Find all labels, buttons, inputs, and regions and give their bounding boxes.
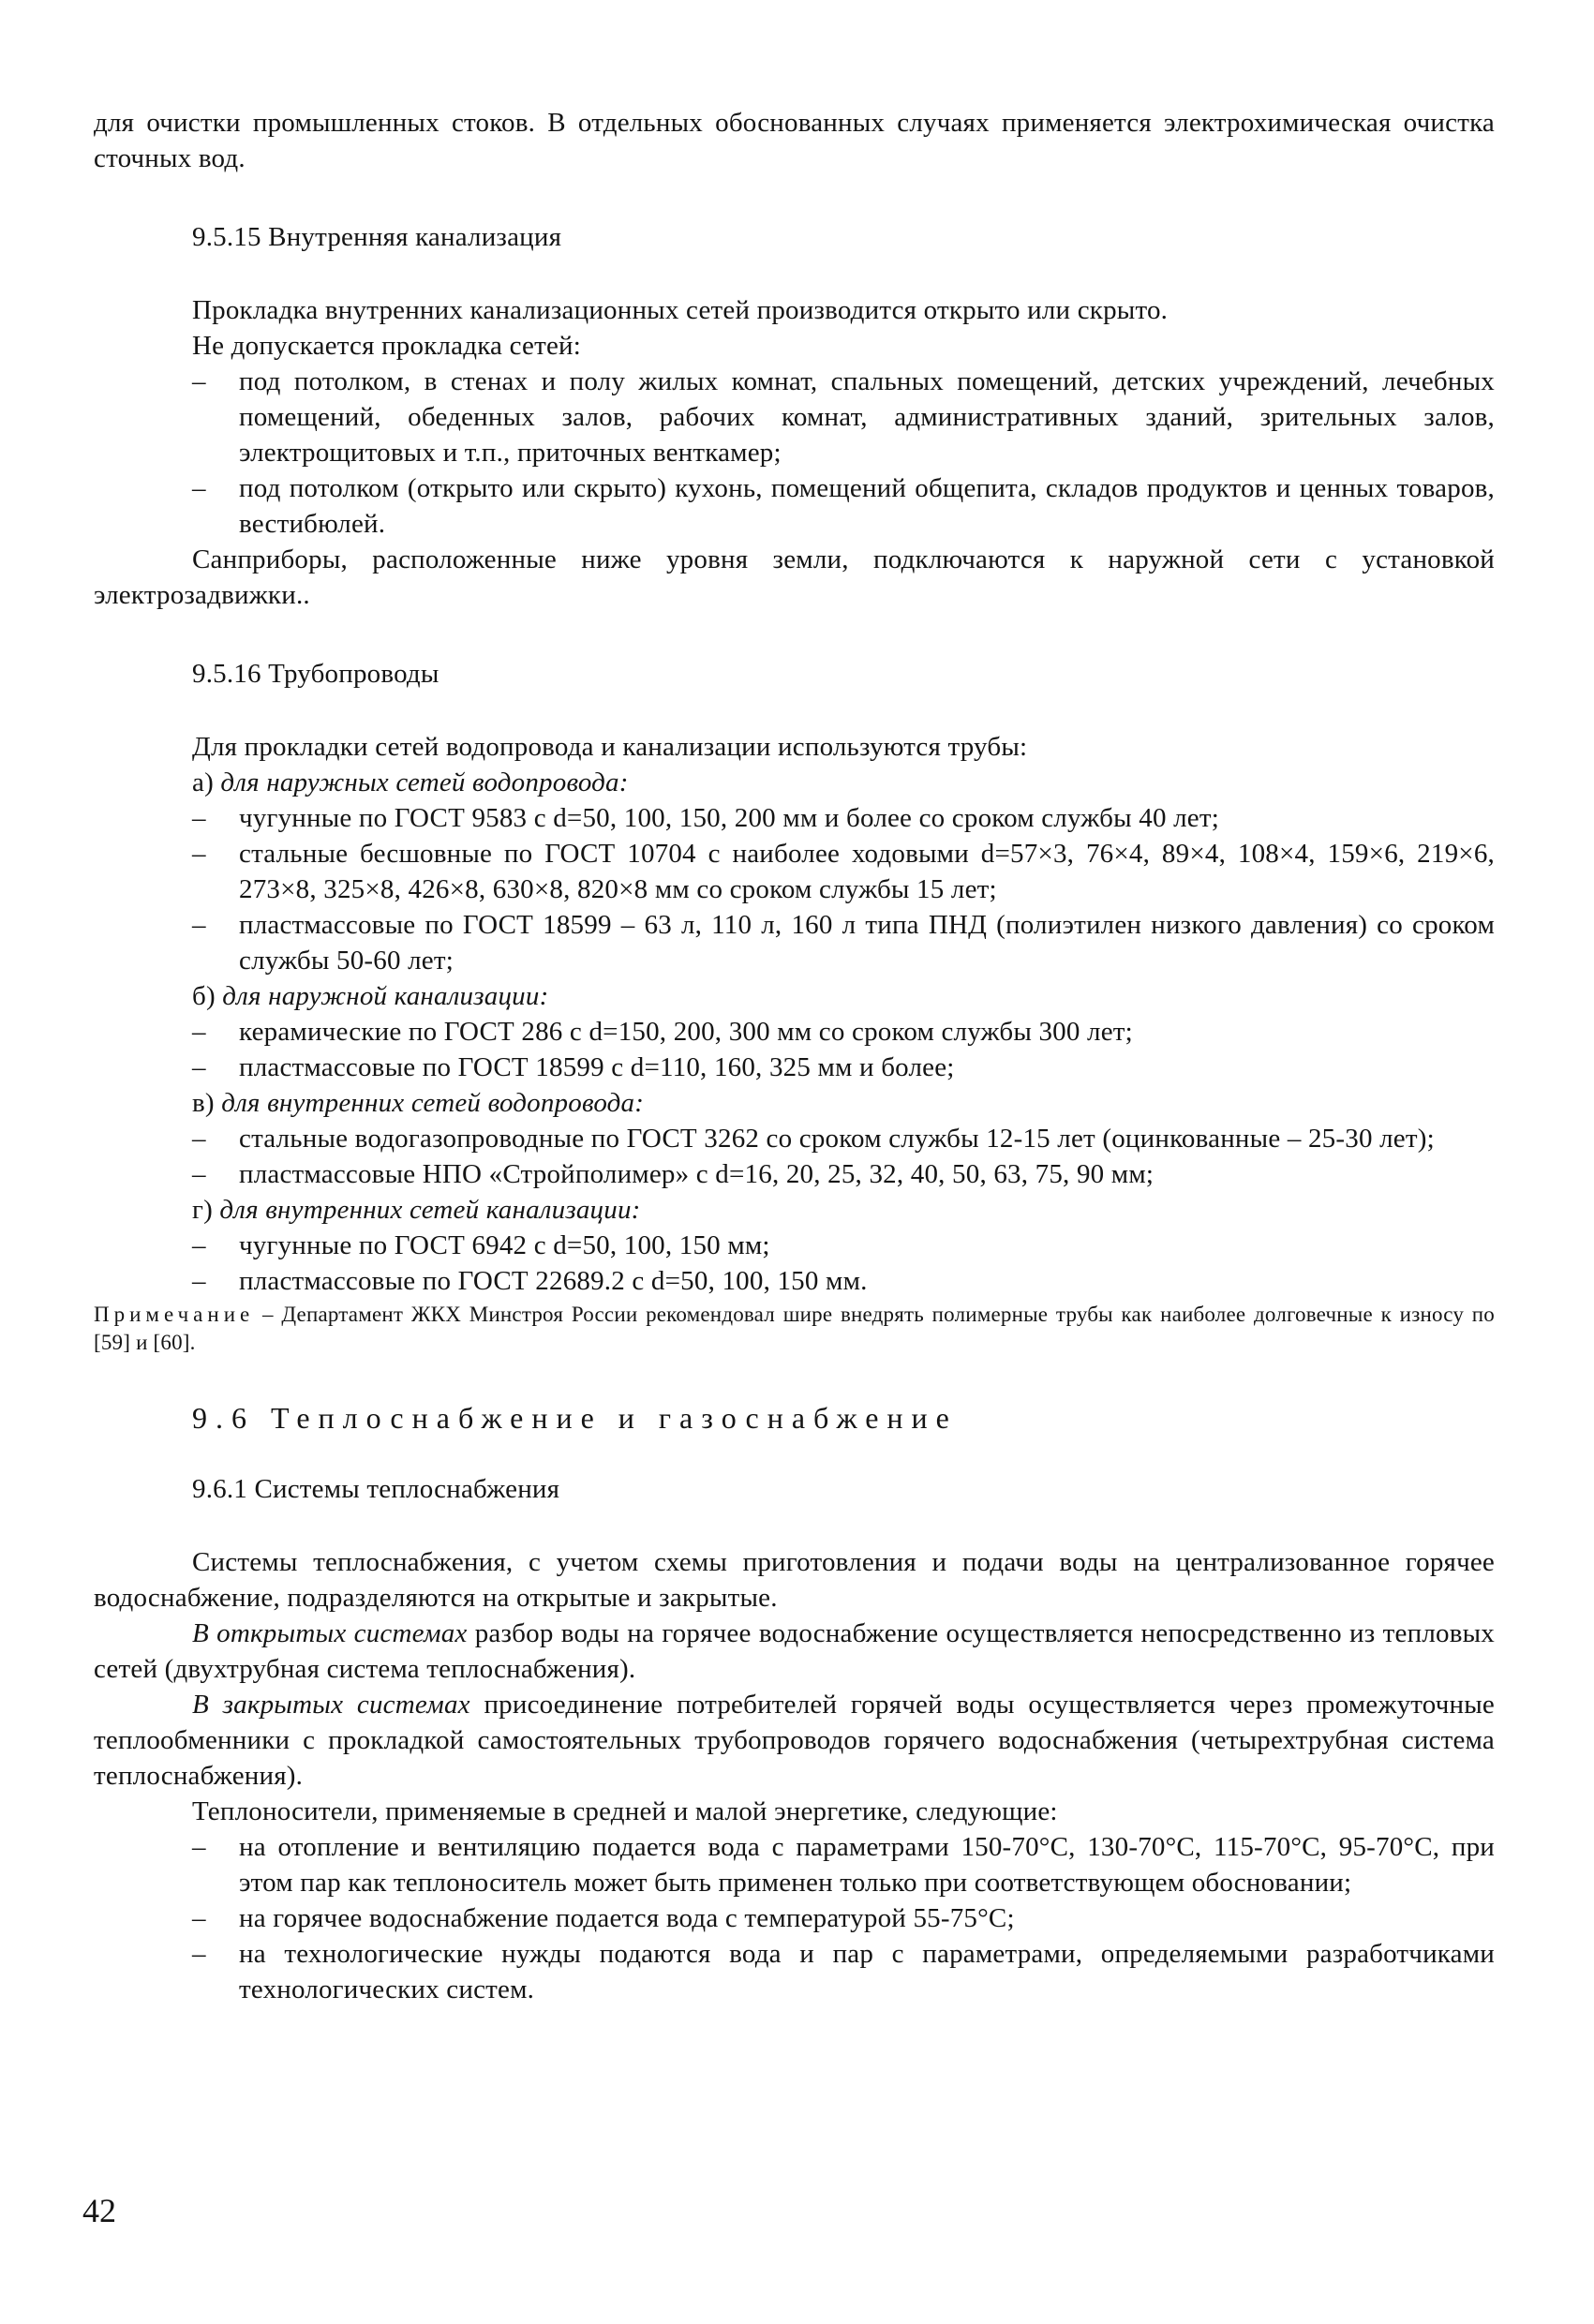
list-item — [94, 364, 1495, 470]
dash-marker: – — [192, 1124, 206, 1154]
pipe-list-a — [94, 800, 1495, 978]
group-letter: а) — [192, 767, 214, 797]
list-item — [94, 1050, 1495, 1085]
paragraph: Системы теплоснабжения, с учетом схемы приготовления и подачи воды на централизованное горячее водоснабжение, подразделяются на открытые и закрытые. — [94, 1547, 1495, 1613]
list-item — [94, 470, 1495, 542]
list-item — [94, 800, 1495, 836]
paragraph: Санприборы, расположенные ниже уровня земли, подключаются к наружной сети с установкой электрозадвижки.. — [94, 544, 1495, 610]
list-item-text: на технологические нужды подаются вода и пар с параметрами, определяемыми разработчиками технологических систем. — [239, 1939, 1495, 2004]
group-label-a — [94, 765, 1495, 800]
intro-paragraph: для очистки промышленных стоков. В отдельных обоснованных случаях применяется электрохимическая очистка сточных вод. — [94, 108, 1495, 173]
list-item — [94, 1014, 1495, 1050]
paragraph: Не допускается прокладка сетей: — [192, 331, 581, 361]
dash-marker: – — [192, 1266, 206, 1296]
list-item — [94, 1121, 1495, 1156]
dash-marker: – — [192, 1230, 206, 1260]
list-item-text: под потолком (открыто или скрыто) кухонь, помещений общепита, складов продуктов и ценных товаров, вестибюлей. — [239, 473, 1495, 539]
section-heading-9-5-16: 9.5.16 Трубопроводы — [192, 659, 439, 689]
dash-marker: – — [192, 1017, 206, 1047]
paragraph — [94, 1616, 1495, 1687]
heat-carrier-list — [94, 1829, 1495, 2007]
page-body — [94, 105, 1495, 2007]
emphasis: В закрытых системах — [192, 1690, 470, 1720]
pipe-list-c — [94, 1121, 1495, 1192]
group-letter: в) — [192, 1088, 215, 1118]
pipe-list-d — [94, 1228, 1495, 1299]
group-label-b — [94, 978, 1495, 1014]
section-heading-9-6-1: 9.6.1 Системы теплоснабжения — [192, 1474, 560, 1504]
paragraph: Теплоносители, применяемые в средней и малой энергетике, следующие: — [192, 1796, 1058, 1826]
group-title: для наружных сетей водопровода: — [220, 767, 629, 797]
section-heading-9-5-15: 9.5.15 Внутренняя канализация — [192, 222, 562, 252]
group-title: для наружной канализации: — [222, 981, 549, 1011]
dash-marker: – — [192, 366, 206, 396]
page-number: 42 — [82, 2192, 116, 2229]
list-item — [94, 1263, 1495, 1299]
list-item-text: стальные водогазопроводные по ГОСТ 3262 со сроком службы 12-15 лет (оцинкованные – 25-30 лет); — [239, 1124, 1435, 1154]
list-item-text: пластмассовые по ГОСТ 18599 с d=110, 160, 325 мм и более; — [239, 1052, 955, 1082]
group-letter: г) — [192, 1195, 213, 1225]
note-text: – Департамент ЖКХ Минстроя России рекомендовал шире внедрять полимерные трубы как наиболее долговечные к износу по [59] и [60]. — [94, 1303, 1495, 1354]
paragraph: Для прокладки сетей водопровода и канализации используются трубы: — [192, 732, 1028, 762]
pipe-list-b — [94, 1014, 1495, 1085]
paragraph: Прокладка внутренних канализационных сетей производится открыто или скрыто. — [192, 295, 1169, 325]
list-item — [94, 907, 1495, 978]
emphasis: В открытых системах — [192, 1618, 468, 1648]
list-item-text: на горячее водоснабжение подается вода с температурой 55-75°С; — [239, 1903, 1015, 1933]
dash-marker: – — [192, 1939, 206, 1969]
list-item — [94, 1156, 1495, 1192]
dash-marker: – — [192, 910, 206, 940]
note — [94, 1301, 1495, 1357]
list-item-text: чугунные по ГОСТ 9583 с d=50, 100, 150, 200 мм и более со сроком службы 40 лет; — [239, 803, 1219, 833]
dash-marker: – — [192, 803, 206, 833]
list-item-text: пластмассовые НПО «Стройполимер» с d=16, 20, 25, 32, 40, 50, 63, 75, 90 мм; — [239, 1159, 1155, 1189]
list-item — [94, 836, 1495, 907]
list-item — [94, 1936, 1495, 2007]
list-item — [94, 1228, 1495, 1263]
dash-marker: – — [192, 1903, 206, 1933]
prohibited-list — [94, 364, 1495, 542]
list-item-text: чугунные по ГОСТ 6942 с d=50, 100, 150 мм; — [239, 1230, 770, 1260]
list-item-text: пластмассовые по ГОСТ 22689.2 с d=50, 100, 150 мм. — [239, 1266, 868, 1296]
list-item-text: стальные бесшовные по ГОСТ 10704 с наиболее ходовыми d=57×3, 76×4, 89×4, 108×4, 159×6, 219×6, 273×8, 325×8, 426×8, 630×8, 820×8 мм со сроком службы 15 лет; — [239, 839, 1495, 904]
group-title: для внутренних сетей канализации: — [219, 1195, 641, 1225]
list-item — [94, 1900, 1495, 1936]
list-item-text: под потолком, в стенах и полу жилых комнат, спальных помещений, детских учреждений, лечебных помещений, обеденных залов, рабочих комнат, административных зданий, зрительных залов, электрощитовых и т.п., приточных венткамер; — [239, 366, 1495, 468]
list-item-text: керамические по ГОСТ 286 с d=150, 200, 300 мм со сроком службы 300 лет; — [239, 1017, 1133, 1047]
section-heading-9-6: 9.6 Теплоснабжение и газоснабжение — [192, 1401, 958, 1435]
paragraph-text: разбор воды на горячее водоснабжение осуществляется непосредственно из тепловых сетей (двухтрубная система теплоснабжения). — [94, 1618, 1495, 1684]
list-item-text: на отопление и вентиляцию подается вода с параметрами 150-70°С, 130-70°С, 115-70°С, 95-70°С, при этом пар как теплоноситель может быть применен только при соответствующем обосновании; — [239, 1832, 1495, 1898]
group-title: для внутренних сетей водопровода: — [221, 1088, 645, 1118]
dash-marker: – — [192, 839, 206, 869]
dash-marker: – — [192, 1052, 206, 1082]
dash-marker: – — [192, 1159, 206, 1189]
paragraph — [94, 1687, 1495, 1794]
dash-marker: – — [192, 1832, 206, 1862]
paragraph-text: присоединение потребителей горячей воды осуществляется через промежуточные теплообменники с прокладкой самостоятельных трубопроводов горячего водоснабжения (четырехтрубная система теплоснабжения). — [94, 1690, 1496, 1791]
group-label-c — [94, 1085, 1495, 1121]
list-item — [94, 1829, 1495, 1900]
group-label-d — [94, 1192, 1495, 1228]
dash-marker: – — [192, 473, 206, 503]
note-label: Примечание — [94, 1303, 255, 1326]
group-letter: б) — [192, 981, 216, 1011]
list-item-text: пластмассовые по ГОСТ 18599 – 63 л, 110 л, 160 л типа ПНД (полиэтилен низкого давления) со сроком службы 50-60 лет; — [239, 910, 1495, 976]
